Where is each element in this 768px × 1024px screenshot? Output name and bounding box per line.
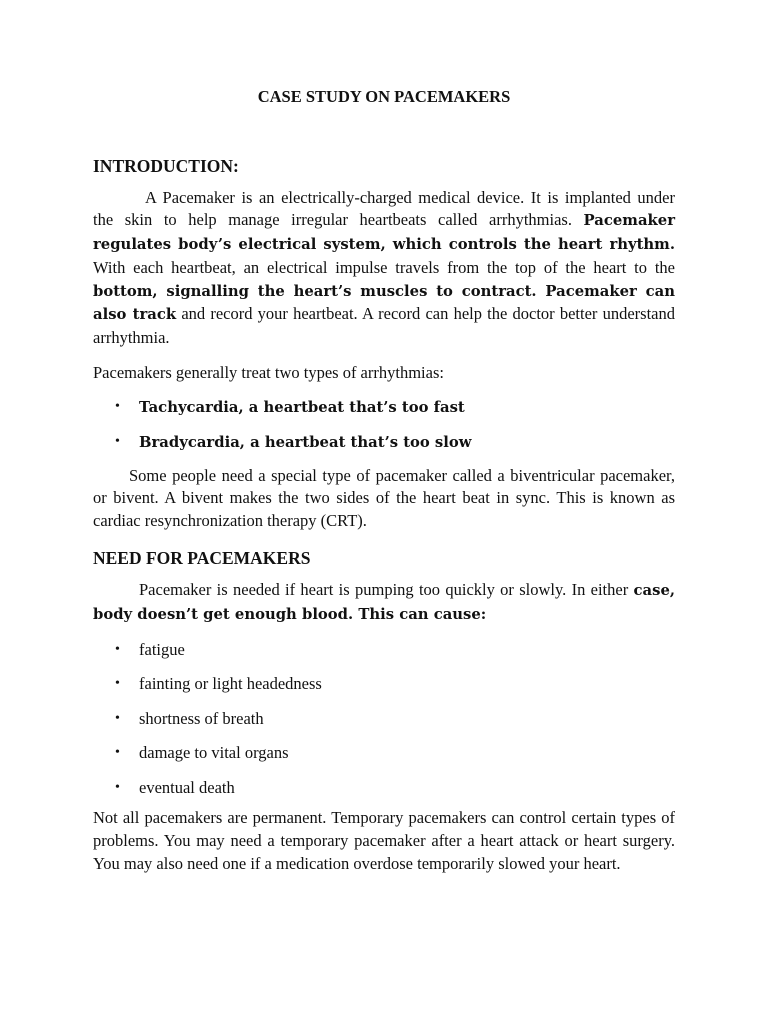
bullet-icon: • <box>115 399 120 415</box>
intro-text-5: and record your heartbeat. A record can help the doctor better understand arrhythmia. <box>93 304 676 347</box>
intro-text-1: A Pacemaker is an electrically-charged medical device. It is implanted under the skin to help manage irregular heartbeats called arrhythmias. <box>93 187 675 230</box>
list-item <box>93 396 675 419</box>
list-item <box>93 639 675 662</box>
arrhythmia-types-list <box>93 396 675 453</box>
bullet-icon: • <box>115 710 120 726</box>
list-item-text: Bradycardia, a heartbeat that’s too slow <box>139 433 472 451</box>
intro-text-4: bottom, signalling the heart’s muscles to contract. Pacemaker can also track <box>93 282 675 324</box>
need-paragraph <box>93 579 675 626</box>
list-item-text: damage to vital organs <box>139 743 289 763</box>
need-text-1: Pacemaker is needed if heart is pumping too quickly or slowly. In either <box>139 580 629 600</box>
bullet-icon: • <box>115 676 120 692</box>
bullet-icon: • <box>115 745 120 761</box>
document-body <box>93 86 675 875</box>
bullet-icon: • <box>115 779 120 795</box>
introduction-paragraph <box>93 187 675 350</box>
arrhythmia-types-intro: Pacemakers generally treat two types of arrhythmias: <box>93 362 444 382</box>
bullet-icon: • <box>115 433 120 449</box>
list-item-text: shortness of breath <box>139 708 264 728</box>
intro-text-3: With each heartbeat, an electrical impulse travels from the top of the heart to the <box>93 257 675 277</box>
list-item <box>93 431 675 454</box>
document-title: CASE STUDY ON PACEMAKERS <box>257 87 511 106</box>
need-heading: NEED FOR PACEMAKERS <box>93 547 311 568</box>
intro-text-2: Pacemaker regulates body’s electrical system, which controls the heart rhythm. <box>93 212 675 254</box>
list-item <box>93 777 675 800</box>
need-text-2: case, body doesn’t get enough blood. This can cause: <box>93 582 676 624</box>
list-item-text: fainting or light headedness <box>139 674 322 694</box>
list-item <box>93 673 675 696</box>
effects-list <box>93 639 675 800</box>
bullet-icon: • <box>115 641 120 657</box>
introduction-heading: INTRODUCTION: <box>93 156 239 176</box>
crt-paragraph: Some people need a special type of pacemaker called a biventricular pacemaker, or bivent. A bivent makes the two sides of the heart beat in sync. This is known as cardiac resynchronization therapy (CRT). <box>93 465 675 530</box>
list-item-text: eventual death <box>139 777 235 797</box>
temporary-pacemaker-paragraph: Not all pacemakers are permanent. Temporary pacemakers can control certain types of problems. You may need a temporary pacemaker after a heart attack or heart surgery. You may also need one if a medication overdose temporarily slowed your heart. <box>93 808 675 873</box>
list-item <box>93 742 675 765</box>
list-item <box>93 708 675 731</box>
list-item-text: Tachycardia, a heartbeat that’s too fast <box>139 399 465 417</box>
list-item-text: fatigue <box>139 639 185 659</box>
